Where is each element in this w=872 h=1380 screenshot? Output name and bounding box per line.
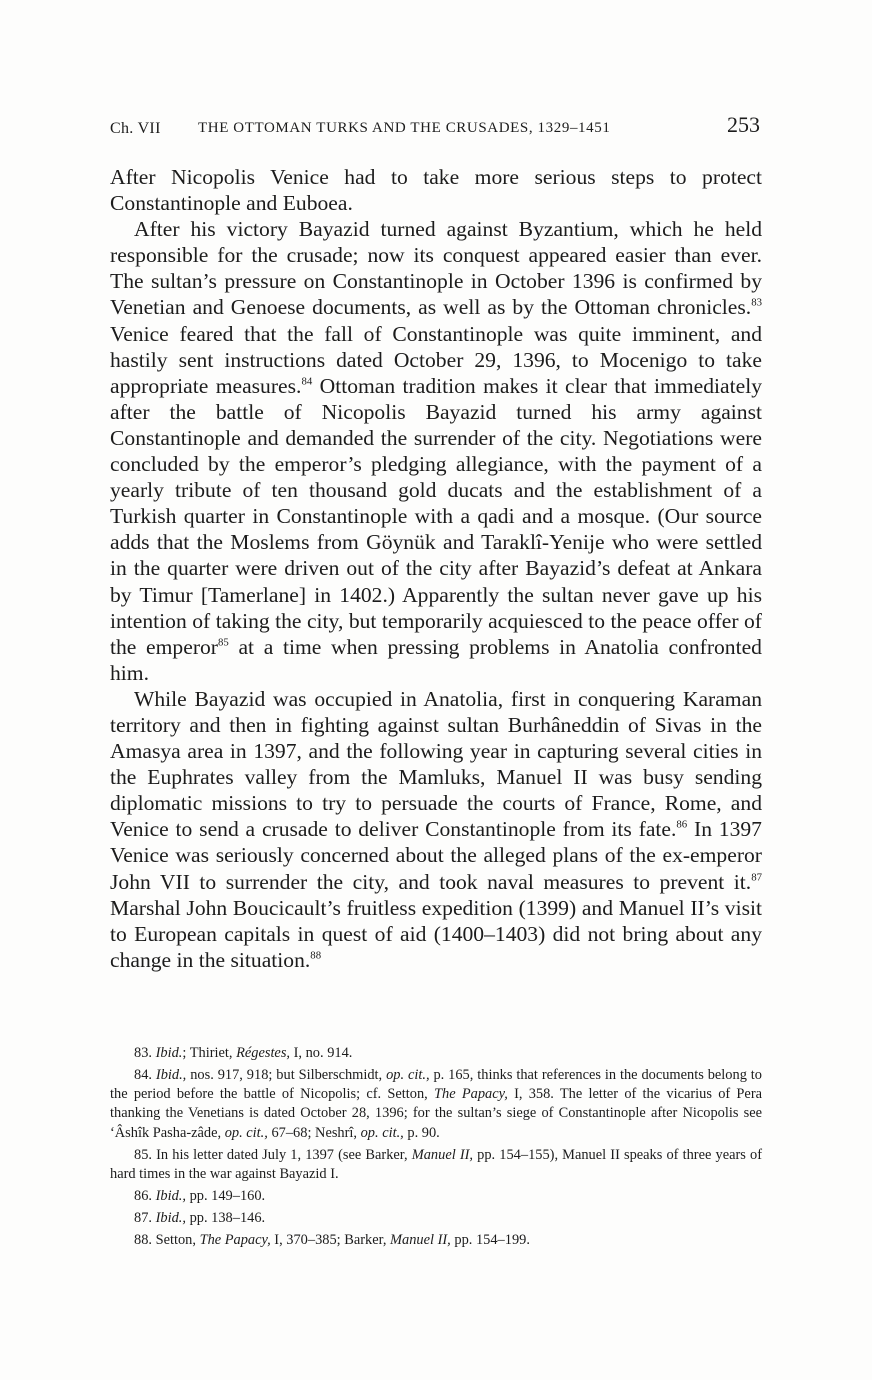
italic-text: Manuel II, xyxy=(411,1146,474,1163)
footnote xyxy=(110,1231,762,1250)
italic-text: op. cit., xyxy=(360,1124,404,1141)
page-number: 253 xyxy=(727,112,760,137)
italic-text: The Papacy, xyxy=(199,1231,271,1248)
footnote-ref: 84 xyxy=(301,375,313,388)
italic-text: op. cit., xyxy=(224,1124,268,1141)
text-run: p. 165, thinks that references in the documents belong to the period before the battle of Nicopolis; cf. Setton, xyxy=(110,1067,762,1103)
text-run: 85. In his letter dated July 1, 1397 (see Barker, xyxy=(134,1146,412,1163)
italic-text: Ibid., xyxy=(155,1067,187,1083)
text-run: I, 370–385; Barker, xyxy=(270,1231,391,1248)
italic-text: op. cit., xyxy=(386,1067,430,1083)
text-run: 87. xyxy=(134,1209,156,1226)
running-title: THE OTTOMAN TURKS AND THE CRUSADES, 1329–1451 xyxy=(198,120,611,136)
text-run: Marshal John Boucicault’s fruitless expedition (1399) and Manuel II’s visit to European capitals in quest of aid (1400–1403) did not bring about any change in the situation. xyxy=(110,895,762,972)
main-text xyxy=(110,164,762,973)
italic-text: The Papacy, xyxy=(434,1086,508,1103)
text-run: 67–68; Neshrî, xyxy=(267,1124,361,1141)
text-run: pp. 154–155), Manuel II speaks of three years of hard times in the war against Bayazid I. xyxy=(110,1146,762,1182)
text-run: After his victory Bayazid turned against Byzantium, which he held responsible for the crusade; now its conquest appeared easier than ever. The sultan’s pressure on Constantinople in October 1396 is confirmed by Venetian and Genoese documents, as well as by the Ottoman chronicles. xyxy=(110,217,762,320)
italic-text: Régestes, xyxy=(236,1045,291,1061)
text-run: pp. 138–146. xyxy=(185,1209,266,1226)
footnote-ref: 86 xyxy=(676,818,688,831)
footnote xyxy=(110,1146,762,1184)
text-run: In 1397 Venice was seriously concerned about the alleged plans of the ex-emperor John VII to surrender the city, and took naval measures to prevent it. xyxy=(110,817,762,894)
text-run: While Bayazid was occupied in Anatolia, first in conquering Karaman territory and then in fighting against sultan Burhâneddin of Sivas in the Amasya area in 1397, and the following year in capturing several cities in the Euphrates valley from the Mamluks, Manuel II was busy sending diplomatic missions to try to persuade the courts of France, Rome, and Venice to send a crusade to deliver Constantinople from its fate. xyxy=(110,686,762,842)
italic-text: Ibid., xyxy=(155,1187,186,1204)
paragraph xyxy=(110,686,762,973)
footnote-ref: 87 xyxy=(751,870,762,883)
text-run: Venice feared that the fall of Constantinople was quite imminent, and hastily sent instructions dated October 29, 1396, to Mocenigo to take appropriate measures. xyxy=(110,321,762,398)
text-run: p. 90. xyxy=(403,1124,440,1141)
text-run: After Nicopolis Venice had to take more serious steps to protect Constantinople and Euboea. xyxy=(110,165,762,216)
italic-text: Manuel II, xyxy=(390,1231,451,1248)
running-header xyxy=(110,112,762,142)
chapter-label: Ch. VII xyxy=(110,120,161,137)
text-run: Ottoman tradition makes it clear that immediately after the battle of Nicopolis Bayazid turned his army against Constantinople and demanded the surrender of the city. Negotiations were concluded by the emperor’s pledging allegiance, with the payment of a yearly tribute of ten thousand gold ducats and the establishment of a Turkish quarter in Constantinople with a qadi and a mosque. (Our source adds that the Moslems from Göynük and Taraklî-Yenije who were settled in the quarter were driven out of the city after Bayazid’s defeat at Ankara by Timur [Tamerlane] in 1402.) Apparently the sultan never gave up his intention of taking the city, but temporarily acquiesced to the peace offer of the emperor xyxy=(110,373,762,659)
footnotes xyxy=(110,1044,762,1253)
footnote-ref: 83 xyxy=(751,296,762,309)
text-run: 86. xyxy=(134,1187,156,1204)
footnote xyxy=(110,1187,762,1206)
text-run: I, 358. The letter of the vicarius of Pera thanking the Venetians is dated October 28, 1396; for the sultan’s siege of Constantinople after Nicopolis see ‘Âshîk Pasha-zâde, xyxy=(110,1086,763,1141)
paragraph xyxy=(110,216,762,686)
text-run: 88. Setton, xyxy=(134,1231,200,1248)
footnote xyxy=(110,1209,762,1228)
text-run: I, no. 914. xyxy=(290,1045,353,1061)
footnote xyxy=(110,1066,762,1143)
footnote-ref: 88 xyxy=(310,949,322,962)
text-run: 84. xyxy=(134,1067,156,1083)
text-run: pp. 149–160. xyxy=(185,1187,266,1204)
text-run: pp. 154–199. xyxy=(450,1231,530,1248)
text-run: at a time when pressing problems in Anatolia confronted him. xyxy=(110,634,762,685)
italic-text: Ibid. xyxy=(155,1045,183,1061)
footnote xyxy=(110,1044,762,1063)
paragraph xyxy=(110,164,762,216)
italic-text: Ibid., xyxy=(155,1209,186,1226)
footnote-ref: 85 xyxy=(218,636,229,649)
text-run: 83. xyxy=(134,1045,156,1061)
text-run: nos. 917, 918; but Silberschmidt, xyxy=(186,1067,387,1083)
text-run: ; Thiriet, xyxy=(182,1045,237,1061)
